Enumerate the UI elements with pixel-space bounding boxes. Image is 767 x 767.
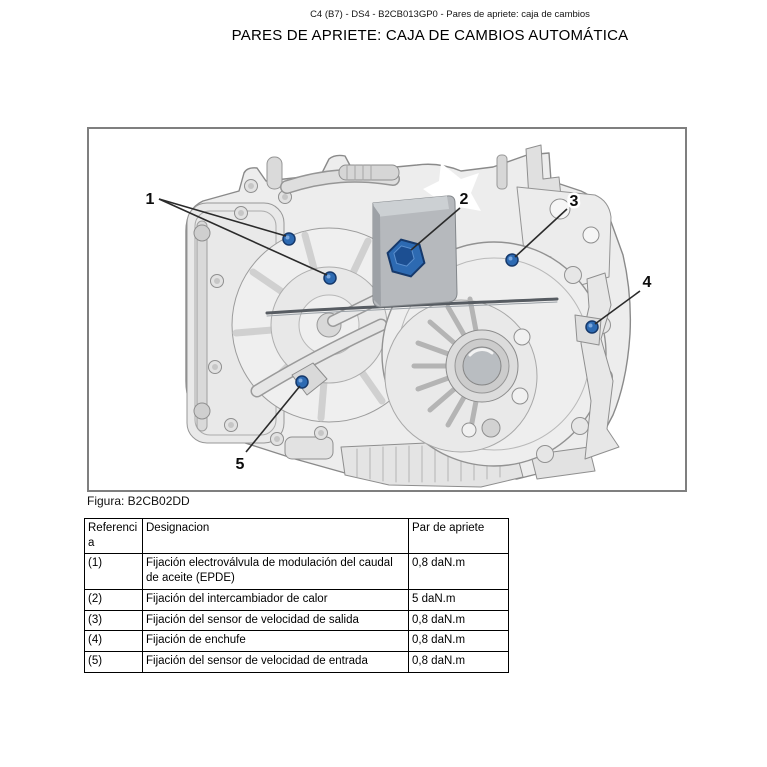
callout-label-1: 1 (145, 191, 155, 208)
fastener-highlight (283, 233, 295, 245)
cell-torque: 0,8 daN.m (409, 631, 509, 652)
header-par-de-apriete: Par de apriete (409, 519, 509, 554)
fastener-highlight (296, 376, 308, 388)
table-row (85, 631, 509, 652)
cell-torque: 0,8 daN.m (409, 610, 509, 631)
fastener-glint (327, 275, 331, 279)
cell-designation: Fijación del sensor de velocidad de entrada (143, 652, 409, 673)
torque-table (84, 518, 509, 673)
fastener-glint (509, 257, 513, 261)
torque-table-body (85, 554, 509, 672)
cell-ref: (1) (85, 554, 143, 589)
cell-torque: 0,8 daN.m (409, 554, 509, 589)
cell-designation: Fijación electroválvula de modulación del caudal de aceite (EPDE) (143, 554, 409, 589)
cell-ref: (2) (85, 589, 143, 610)
callout-label-4: 4 (642, 274, 652, 291)
callout-label-3: 3 (569, 193, 579, 210)
cell-designation: Fijación del sensor de velocidad de salida (143, 610, 409, 631)
cell-ref: (5) (85, 652, 143, 673)
table-row (85, 554, 509, 589)
table-row (85, 652, 509, 673)
gearbox-illustration (186, 145, 630, 487)
cell-designation: Fijación de enchufe (143, 631, 409, 652)
callout-label-5: 5 (235, 456, 245, 473)
cell-designation: Fijación del intercambiador de calor (143, 589, 409, 610)
figure-caption: Figura: B2CB02DD (87, 494, 190, 508)
cell-ref: (3) (85, 610, 143, 631)
header-designacion: Designacion (143, 519, 409, 554)
callout-label-2: 2 (459, 191, 469, 208)
fastener-glint (589, 324, 593, 328)
cell-ref: (4) (85, 631, 143, 652)
page-title: PARES DE APRIETE: CAJA DE CAMBIOS AUTOMÁTICA (231, 27, 629, 44)
fastener-glint (299, 379, 303, 383)
table-header-row (85, 519, 509, 554)
header-referencia: Referencia (85, 519, 143, 554)
table-row (85, 610, 509, 631)
table-row (85, 589, 509, 610)
gearbox-diagram (89, 129, 685, 490)
cell-torque: 5 daN.m (409, 589, 509, 610)
fastener-glint (286, 236, 290, 240)
breadcrumb: C4 (B7) - DS4 - B2CB013GP0 - Pares de apriete: caja de cambios (310, 9, 590, 20)
figure-frame (87, 127, 687, 492)
cell-torque: 0,8 daN.m (409, 652, 509, 673)
